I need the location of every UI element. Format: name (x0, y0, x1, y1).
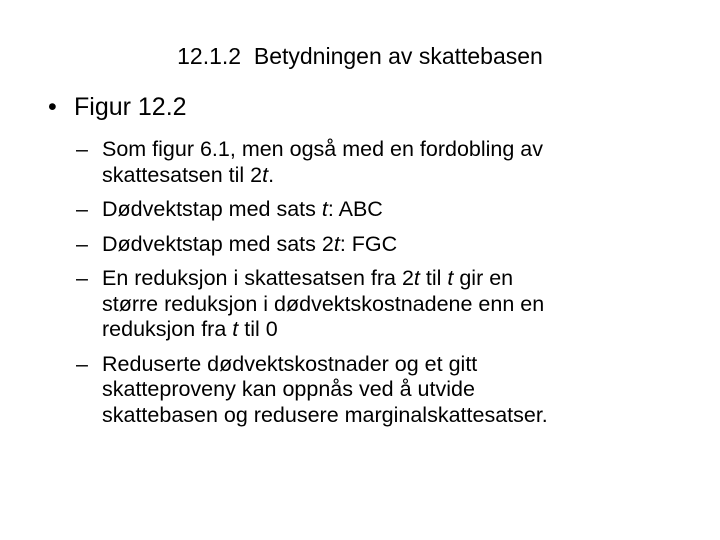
slide-title: 12.1.2 Betydningen av skattebasen (177, 43, 543, 69)
text-segment: En reduksjon i skattesatsen fra 2 (102, 266, 414, 290)
dash-icon: – (76, 266, 88, 290)
text-segment: Dødvektstap med sats (102, 197, 322, 221)
sub-bullet-line (102, 317, 706, 343)
text-segment: . (268, 162, 275, 187)
sub-bullet-item (76, 266, 706, 343)
dash-icon: – (76, 197, 88, 221)
italic-variable: t (333, 231, 340, 256)
sub-bullet-line (102, 352, 706, 378)
sub-bullet-list (76, 137, 706, 437)
text-segment: skattebasen og redusere marginalskattesatser. (102, 402, 548, 427)
italic-variable: t (447, 266, 454, 290)
text-segment: reduksjon fra (102, 317, 233, 341)
sub-bullet-line (102, 292, 706, 318)
text-segment: større reduksjon i dødvektskostnadene enn en (102, 291, 545, 316)
italic-variable: t (232, 317, 239, 341)
text-segment: skatteproveny kan oppnås ved å utvide (102, 377, 475, 401)
sub-bullet-line (102, 197, 706, 223)
sub-bullet-item (76, 232, 706, 258)
text-segment: Reduserte dødvektskostnader og et gitt (102, 351, 478, 376)
sub-bullet-item (76, 352, 706, 429)
italic-variable: t (262, 162, 269, 187)
sub-bullet-item (76, 137, 706, 188)
dash-icon: – (76, 351, 88, 376)
bullet-icon: • (48, 93, 57, 121)
text-segment: Dødvektstap med sats 2 (102, 231, 334, 256)
italic-variable: t (413, 266, 420, 290)
sub-bullet-line (102, 266, 706, 292)
sub-bullet-line (102, 232, 706, 258)
sub-bullet-line (102, 377, 706, 403)
sub-bullet-line (102, 403, 706, 429)
text-segment: : FGC (339, 231, 398, 256)
text-segment: : ABC (327, 197, 383, 221)
sub-bullet-line (102, 137, 706, 163)
bullet-text: Figur 12.2 (74, 93, 187, 121)
sub-bullet-item (76, 197, 706, 223)
text-segment: til 0 (238, 317, 278, 341)
italic-variable: t (321, 197, 328, 221)
sub-bullet-line (102, 163, 706, 189)
text-segment: skattesatsen til 2 (102, 162, 263, 187)
dash-icon: – (76, 231, 88, 256)
dash-icon: – (76, 137, 88, 161)
text-segment: Som figur 6.1, men også med en fordobling av (102, 137, 544, 161)
bullet-item (48, 92, 187, 122)
text-segment: til (419, 266, 448, 290)
text-segment: gir en (453, 266, 514, 290)
